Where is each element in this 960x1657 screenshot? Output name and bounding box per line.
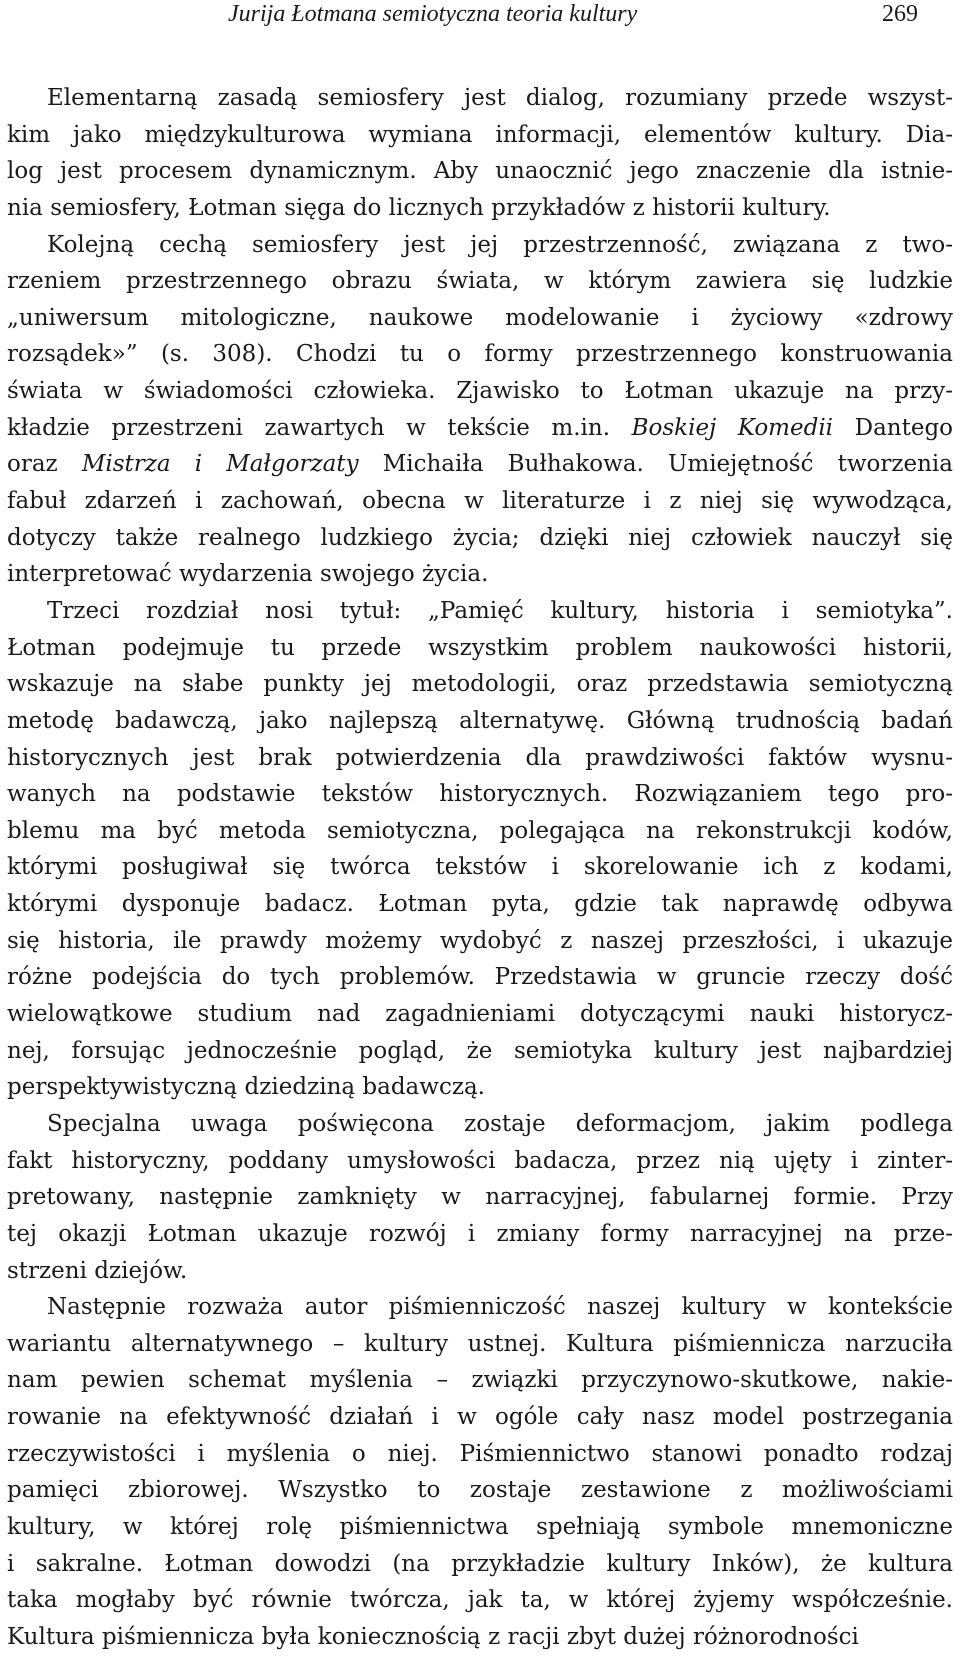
text-line: „uniwersum mitologiczne, naukowe modelowanie i życiowy «zdrowy	[7, 304, 953, 331]
text-line: pretowany, następnie zamknięty w narracyjnej, fabularnej formie. Przy	[7, 1184, 953, 1211]
text-line: pamięci zbiorowej. Wszystko to zostaje zestawione z możliwościami	[7, 1477, 953, 1504]
text-line: nam pewien schemat myślenia – związki przyczynowo-skutkowe, nakie-	[7, 1367, 953, 1394]
text-line: rzeczywistości i myślenia o niej. Piśmiennictwo stanowi ponadto rodzaj	[7, 1440, 953, 1467]
text-line: interpretować wydarzenia swojego życia.	[7, 561, 489, 588]
page-number: 269	[882, 1, 918, 27]
body-text	[7, 80, 953, 1656]
text-line: się historia, ile prawdy możemy wydobyć z naszej przeszłości, i ukazuje	[7, 927, 953, 954]
text-line: wariantu alternatywnego – kultury ustnej. Kultura piśmiennicza narzuciła	[7, 1330, 953, 1357]
text-line: Trzeci rozdział nosi tytuł: „Pamięć kultury, historia i semiotyka”.	[47, 597, 953, 624]
text-fragment: oraz	[7, 451, 58, 478]
text-line: nia semiosfery, Łotman sięga do licznych przykładów z historii kultury.	[7, 194, 831, 221]
text-line: log jest procesem dynamicznym. Aby unaocznić jego znaczenie dla istnie-	[7, 158, 953, 185]
text-line: Specjalna uwaga poświęcona zostaje deformacjom, jakim podlega	[47, 1110, 953, 1137]
text-line: którymi posługiwał się twórca tekstów i skorelowanie ich z kodami,	[7, 854, 953, 881]
text-line: kim jako międzykulturowa wymiana informacji, elementów kultury. Dia-	[7, 121, 953, 148]
text-line: wskazuje na słabe punkty jej metodologii, oraz przedstawia semiotyczną	[7, 671, 953, 698]
text-line: strzeni dziejów.	[7, 1257, 188, 1284]
text-line: rozsądek»” (s. 308). Chodzi tu o formy przestrzennego konstruowania	[7, 341, 953, 368]
text-line: rowanie na efektywność działań i w ogóle cały nasz model postrzegania	[7, 1404, 953, 1431]
work-title: Boskiej Komedii	[631, 414, 834, 441]
text-line: historycznych jest brak potwierdzenia dla prawdziwości faktów wysnu-	[7, 744, 953, 771]
text-line: taka mogłaby być równie twórcza, jak ta, w której żyjemy współcześnie.	[7, 1587, 953, 1614]
text-line: Elementarną zasadą semiosfery jest dialog, rozumiany przede wszyst-	[47, 85, 953, 111]
text-line-mixed	[7, 410, 953, 447]
text-line: dotyczy także realnego ludzkiego życia; dzięki niej człowiek nauczył się	[7, 524, 953, 551]
text-line: Łotman podejmuje tu przede wszystkim problem naukowości historii,	[7, 634, 953, 661]
work-title: Mistrza i Małgorzaty	[81, 451, 359, 478]
text-line: fabuł zdarzeń i zachowań, obecna w literaturze i z niej się wywodząca,	[7, 488, 953, 515]
text-line: którymi dysponuje badacz. Łotman pyta, gdzie tak naprawdę odbywa	[7, 891, 953, 918]
text-line: nej, forsując jednocześnie pogląd, że semiotyka kultury jest najbardziej	[7, 1037, 953, 1064]
text-line: tej okazji Łotman ukazuje rozwój i zmiany formy narracyjnej na prze-	[7, 1220, 953, 1247]
text-line: różne podejścia do tych problemów. Przedstawia w gruncie rzeczy dość	[7, 964, 953, 991]
text-line: kultury, w której rolę piśmiennictwa spełniają symbole mnemoniczne	[7, 1513, 953, 1540]
text-line: i sakralne. Łotman dowodzi (na przykładzie kultury Inków), że kultura	[7, 1550, 953, 1577]
text-line: Kultura piśmiennicza była koniecznością z racji zbyt dużej różnorodności	[7, 1623, 859, 1650]
text-line: rzeniem przestrzennego obrazu świata, w którym zawiera się ludzkie	[7, 268, 953, 295]
text-line: Kolejną cechą semiosfery jest jej przestrzenność, związana z two-	[47, 231, 953, 258]
text-line: wielowątkowe studium nad zagadnieniami dotyczącymi nauki historycz-	[7, 1001, 953, 1028]
text-line: Następnie rozważa autor piśmienniczość naszej kultury w kontekście	[47, 1294, 953, 1321]
text-fragment: kładzie przestrzeni zawartych w tekście m.in.	[7, 414, 611, 441]
text-fragment: Michaiła Bułhakowa. Umiejętność tworzenia	[382, 451, 954, 478]
text-line: świata w świadomości człowieka. Zjawisko to Łotman ukazuje na przy-	[7, 378, 953, 405]
text-line: blemu ma być metoda semiotyczna, polegająca na rekonstrukcji kodów,	[7, 817, 953, 844]
running-title: Jurija Łotmana semiotyczna teoria kultury	[228, 1, 638, 27]
text-line: perspektywistyczną dziedziną badawczą.	[7, 1074, 485, 1101]
text-line-mixed	[7, 446, 953, 483]
text-line: wanych na podstawie tekstów historycznych. Rozwiązaniem tego pro-	[7, 781, 953, 808]
text-line: fakt historyczny, poddany umysłowości badacza, przez nią ujęty i zinter-	[7, 1147, 953, 1174]
text-fragment: Dantego	[854, 414, 954, 441]
text-line: metodę badawczą, jako najlepszą alternatywę. Główną trudnością badań	[7, 707, 953, 734]
